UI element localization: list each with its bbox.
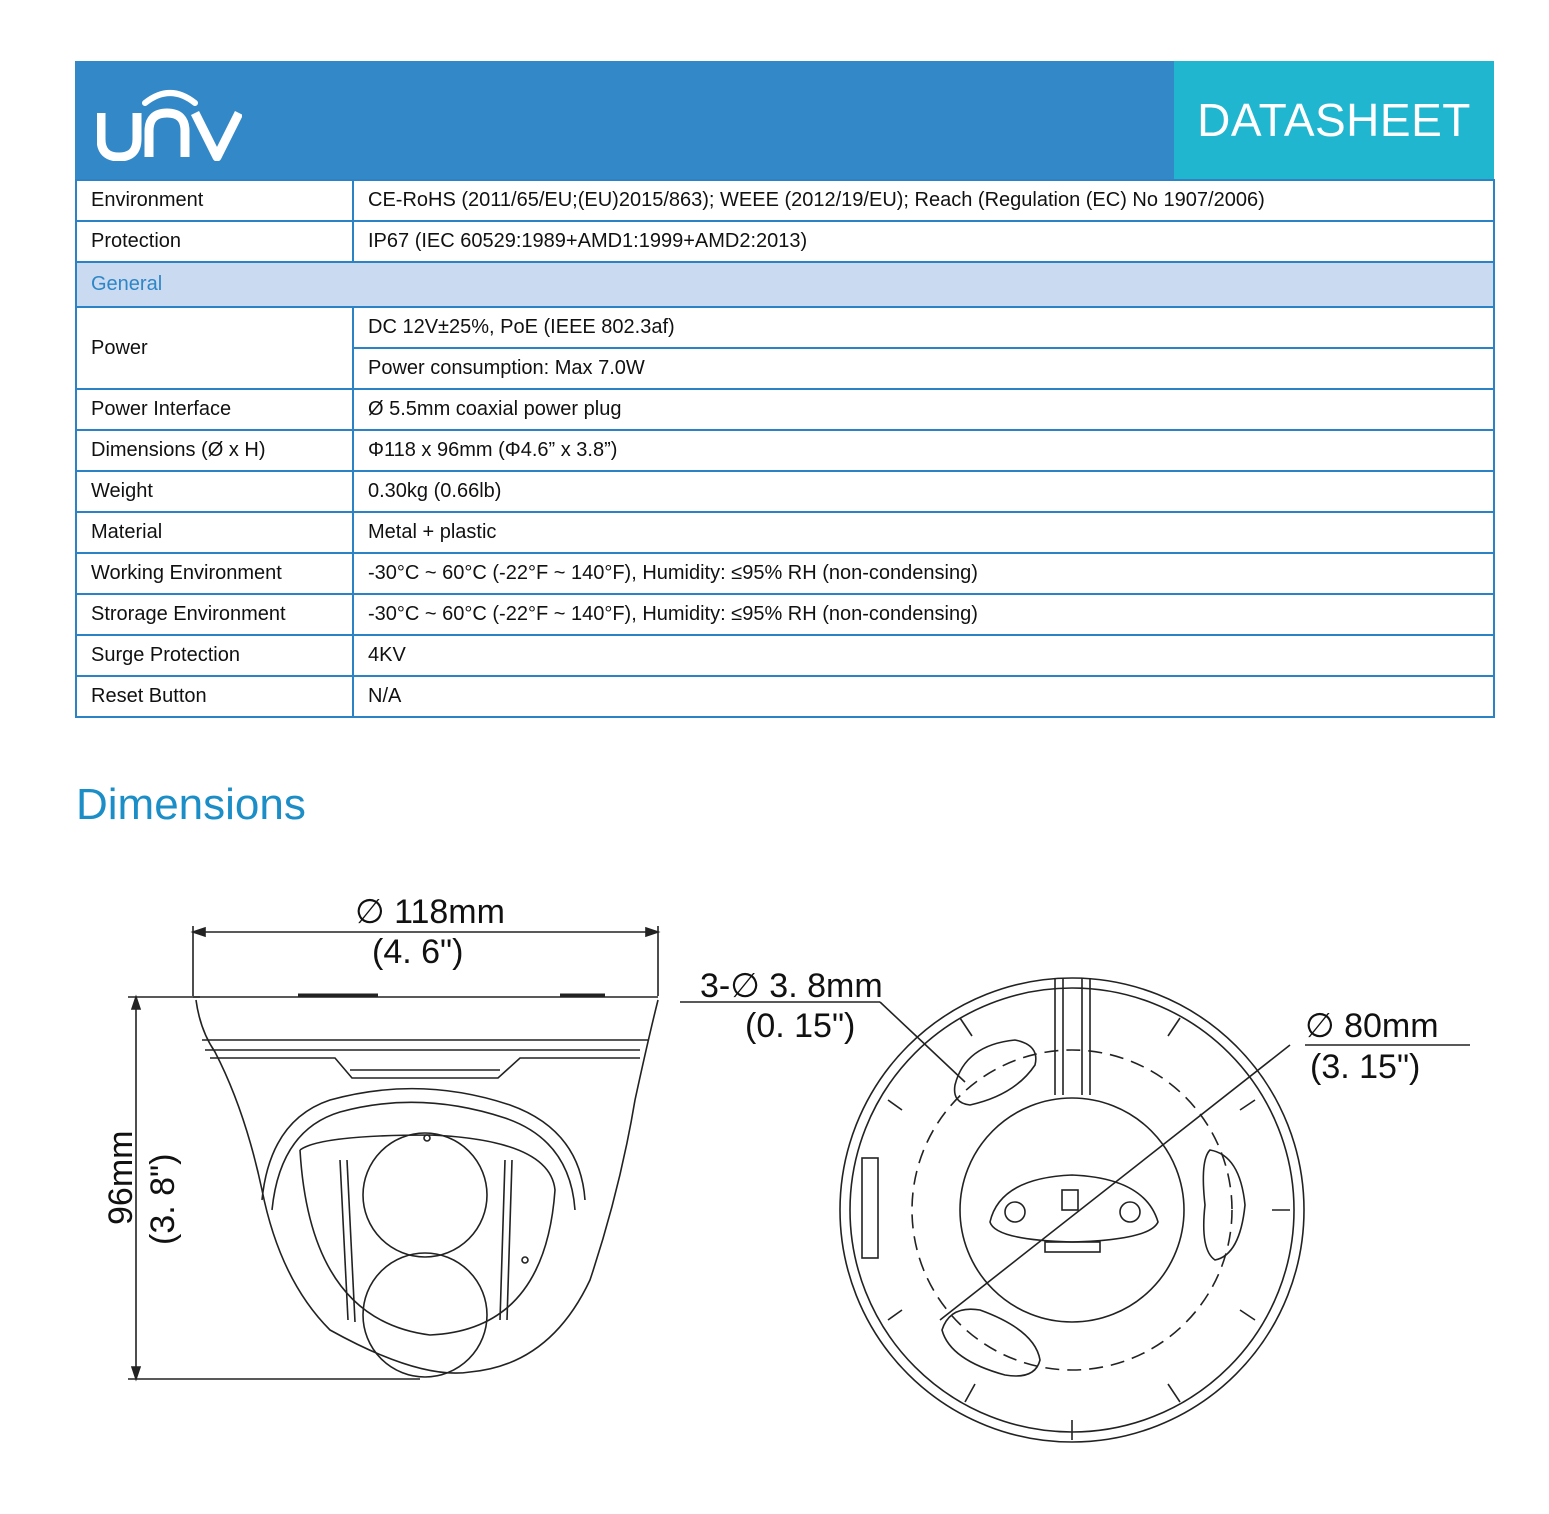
width-label-inches: (4. 6"): [372, 933, 464, 971]
spec-key: Dimensions (Ø x H): [76, 430, 353, 471]
spec-key: Working Environment: [76, 553, 353, 594]
spec-value: DC 12V±25%, PoE (IEEE 802.3af): [353, 307, 1494, 348]
spec-value: IP67 (IEC 60529:1989+AMD1:1999+AMD2:2013): [353, 221, 1494, 262]
spec-key: Material: [76, 512, 353, 553]
header-band: [75, 61, 1174, 179]
pitch-label-inches: (3. 15"): [1310, 1048, 1421, 1086]
table-row: [76, 180, 1494, 221]
side-view-drawing: [128, 926, 658, 1379]
spec-table: [75, 179, 1495, 718]
dimensions-title: Dimensions: [76, 780, 306, 829]
table-row: [76, 635, 1494, 676]
unv-logo: [97, 83, 242, 161]
height-label: 96mm: [102, 1130, 140, 1225]
spec-value: CE-RoHS (2011/65/EU;(EU)2015/863); WEEE (2012/19/EU); Reach (Regulation (EC) No 1907/2006): [353, 180, 1494, 221]
spec-value: 4KV: [353, 635, 1494, 676]
spec-value: Power consumption: Max 7.0W: [353, 348, 1494, 389]
spec-key: Strorage Environment: [76, 594, 353, 635]
hole-label: 3-∅ 3. 8mm: [700, 967, 883, 1005]
spec-key: Weight: [76, 471, 353, 512]
spec-value: Ø 5.5mm coaxial power plug: [353, 389, 1494, 430]
pitch-label: ∅ 80mm: [1305, 1007, 1439, 1045]
table-row: [76, 512, 1494, 553]
width-label: ∅ 118mm: [355, 893, 505, 931]
spec-key: Protection: [76, 221, 353, 262]
spec-key: Surge Protection: [76, 635, 353, 676]
table-row: [76, 676, 1494, 717]
spec-value: 0.30kg (0.66lb): [353, 471, 1494, 512]
table-row: [76, 430, 1494, 471]
spec-key: Reset Button: [76, 676, 353, 717]
section-title: General: [76, 262, 1494, 307]
spec-key: Power Interface: [76, 389, 353, 430]
dimension-drawing: [0, 860, 1549, 1480]
section-header-general: [76, 262, 1494, 307]
table-row: [76, 471, 1494, 512]
table-row: [76, 307, 1494, 348]
table-row: [76, 553, 1494, 594]
table-row: [76, 389, 1494, 430]
spec-key: Environment: [76, 180, 353, 221]
spec-key: Power: [76, 307, 353, 389]
height-label-inches: (3. 8"): [144, 1153, 182, 1245]
spec-value: Φ118 x 96mm (Φ4.6” x 3.8”): [353, 430, 1494, 471]
spec-value: -30°C ~ 60°C (-22°F ~ 140°F), Humidity: ≤95% RH (non-condensing): [353, 594, 1494, 635]
spec-value: N/A: [353, 676, 1494, 717]
datasheet-tag: DATASHEET: [1174, 61, 1494, 179]
datasheet-header: [75, 61, 1494, 179]
hole-label-inches: (0. 15"): [745, 1007, 856, 1045]
spec-value: -30°C ~ 60°C (-22°F ~ 140°F), Humidity: ≤95% RH (non-condensing): [353, 553, 1494, 594]
table-row: [76, 594, 1494, 635]
table-row: [76, 221, 1494, 262]
spec-value: Metal + plastic: [353, 512, 1494, 553]
